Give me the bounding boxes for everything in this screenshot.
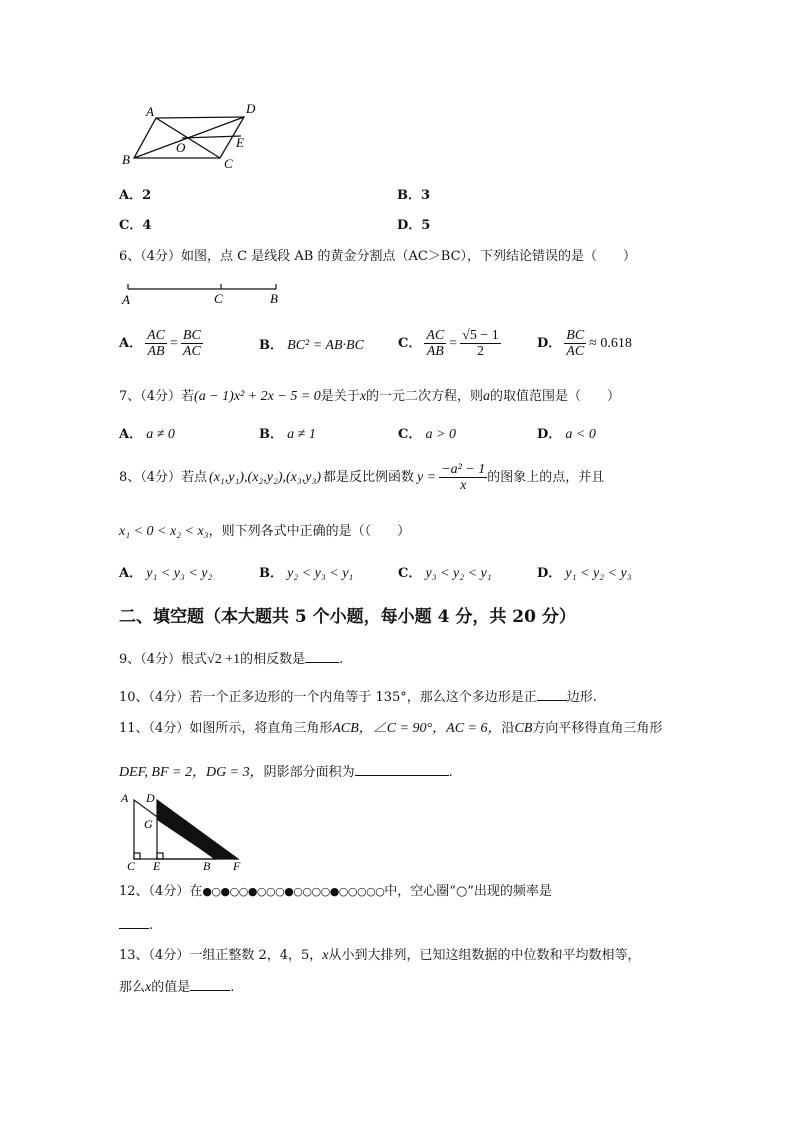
segment-figure <box>118 280 288 308</box>
fig5-label-b: B <box>122 152 130 167</box>
q12-answer-blank[interactable] <box>119 916 149 929</box>
q5-option-a: A．2 <box>119 188 152 203</box>
q6-option-c <box>398 328 501 359</box>
q11-fig-label-b: B <box>203 859 211 870</box>
q11-fig-label-c: C <box>127 859 136 870</box>
q6-d-label: D． <box>537 335 562 351</box>
q6-fig-label-a: A <box>122 292 130 307</box>
fig5-label-a: A <box>146 104 154 119</box>
circle-sequence: ●○●○○●○○○●○○○○●○○○○○ <box>202 885 385 898</box>
q8-option-d: D． y₁ < y₂ < y₃ <box>537 566 632 581</box>
q7-stem: 7、（4分）若(a − 1)x² + 2x − 5 = 0是关于x的一元二次方程，则a的取值范围是（ ） <box>119 389 621 404</box>
section-heading: 二、填空题（本大题共 5 个小题，每小题 4 分，共 20 分） <box>119 607 576 627</box>
q11-fig-label-d: D <box>146 791 155 805</box>
q7-option-a: A． a ≠ 0 <box>119 427 175 442</box>
q6-c-label: C． <box>398 335 422 351</box>
q6-option-d <box>537 328 632 359</box>
fig5-label-c: C <box>224 156 233 171</box>
q8-option-a: A． y₁ < y₃ < y₂ <box>119 566 213 581</box>
q6-a-eq: = <box>169 335 178 351</box>
q13-stem: 13、（4分）一组正整数 2，4，5，x从小到大排列，已知这组数据的中位数和平均数相等， <box>119 948 641 963</box>
q11-fig-label-f: F <box>233 859 241 870</box>
fig5-label-o: O <box>176 140 186 155</box>
q6-option-b <box>259 338 364 354</box>
q8-stem-line2: x₁ < 0 < x₂ < x₃，则下列各式中正确的是（（ ） <box>119 524 411 539</box>
q8-stem: 8、（4分）若点 (x₁,y₁),(x₂,y₂),(x₃,y₃) 都是反比例函数 y = $\frac{\text{−a² − 1}}{x}$ 的图象上的点，并且 <box>119 462 605 493</box>
q6-a-frac2: $\frac{BC}{AC}$ <box>182 328 201 359</box>
shifted-triangle-figure <box>115 790 250 870</box>
q12-stem-line2: . <box>119 916 153 934</box>
q6-b-label: B． <box>259 338 283 353</box>
q6-a-label: A． <box>119 335 143 351</box>
q6-d-rhs: ≈ 0.618 <box>589 335 632 351</box>
q6-d-frac: $\frac{BC}{AC}$ <box>566 328 585 359</box>
q13-stem-line2: 那么x的值是 . <box>119 980 235 995</box>
q8-option-c: C． y₃ < y₂ < y₁ <box>398 566 492 581</box>
q6-c-frac1: $\frac{AC}{AB}$ <box>426 328 445 359</box>
parallelogram-figure <box>118 100 258 175</box>
q8-frac: $\frac{\text{−a² − 1}}{x}$ <box>441 462 486 493</box>
q11-fig-label-g: G <box>144 817 153 831</box>
q13-answer-blank[interactable] <box>190 978 230 991</box>
q5-option-b: B．3 <box>397 188 431 203</box>
q11-stem-line2: DEF, BF = 2，DG = 3，阴影部分面积为 . <box>119 765 453 780</box>
q6-fig-label-b: B <box>270 291 278 306</box>
q8-option-b: B． y₂ < y₃ < y₁ <box>259 566 354 581</box>
q6-c-frac2: $\frac{√5 - 1}{2}$ <box>462 328 499 359</box>
q11-stem: 11、（4分）如图所示，将直角三角形ACB，∠C = 90°，AC = 6，沿CB方向平移得直角三角形 <box>119 721 663 736</box>
q6-fig-label-c: C <box>214 291 223 306</box>
q9-stem: 9、（4分）根式√2 +1的相反数是 . <box>119 652 344 667</box>
fig5-label-e: E <box>236 135 244 150</box>
q12-stem: 12、（4分）在●○●○○●○○○●○○○○●○○○○○中，空心圈“○”出现的频率是 <box>119 884 552 899</box>
q10-answer-blank[interactable] <box>537 688 567 701</box>
q6-a-frac1: $\frac{AC}{AB}$ <box>147 328 165 359</box>
q11-fig-label-e: E <box>153 859 161 870</box>
q11-fig-label-a: A <box>121 791 129 805</box>
q11-answer-blank[interactable] <box>355 763 449 776</box>
fig5-label-d: D <box>246 101 256 116</box>
q6-b-expr: BC² = AB·BC <box>287 338 364 353</box>
q5-option-c: C．4 <box>119 218 152 233</box>
q6-stem: 6、（4分）如图，点 C 是线段 AB 的黄金分割点（AC＞BC），下列结论错误的是（ ） <box>119 249 637 264</box>
q7-option-d: D． a < 0 <box>537 427 596 442</box>
q7-option-b: B． a ≠ 1 <box>259 427 316 442</box>
q6-c-eq: = <box>449 335 458 351</box>
q5-option-d: D．5 <box>397 218 431 233</box>
q10-stem: 10、（4分）若一个正多边形的一个内角等于 135°，那么这个多边形是正 边形. <box>119 690 597 705</box>
q6-option-a <box>119 328 203 359</box>
q7-option-c: C． a > 0 <box>398 427 456 442</box>
q9-answer-blank[interactable] <box>305 650 339 663</box>
